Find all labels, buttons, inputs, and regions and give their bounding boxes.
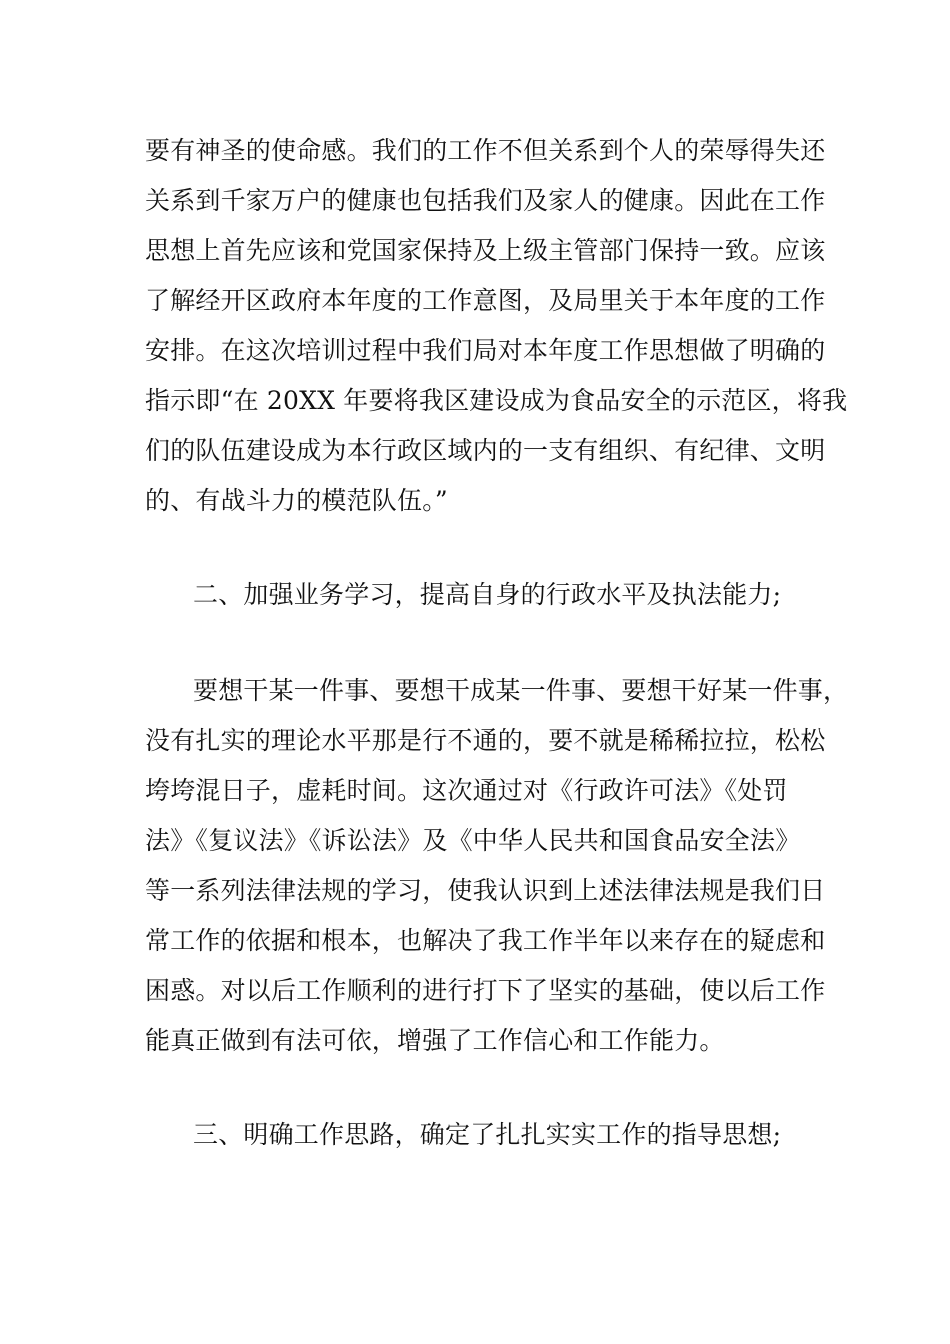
text-line: 安排。在这次培训过程中我们局对本年度工作思想做了明确的 <box>145 336 826 365</box>
paragraph-spacer <box>145 526 810 570</box>
document-body <box>145 126 849 1160</box>
paragraph-spacer <box>145 1066 810 1110</box>
text-line: 关系到千家万户的健康也包括我们及家人的健康。因此在工作 <box>145 186 826 215</box>
section-heading-2: 二、加强业务学习，提高自身的行政水平及执法能力; <box>193 580 782 609</box>
paragraph-spacer <box>145 620 810 666</box>
text-line: 要有神圣的使命感。我们的工作不但关系到个人的荣辱得失还 <box>145 136 826 165</box>
text-line: 了解经开区政府本年度的工作意图，及局里关于本年度的工作 <box>145 286 826 315</box>
text-line: 常工作的依据和根本，也解决了我工作半年以来存在的疑虑和 <box>145 926 826 955</box>
text-line: 的、有战斗力的模范队伍。” <box>145 486 448 515</box>
text-line: 垮垮混日子，虚耗时间。这次通过对《行政许可法》《处罚 <box>145 776 788 805</box>
paragraph-study <box>145 666 849 1066</box>
text-line: 法》《复议法》《诉讼法》及《中华人民共和国食品安全法》 <box>145 826 801 855</box>
paragraph-mission <box>145 126 848 526</box>
text-line: 困惑。对以后工作顺利的进行打下了坚实的基础，使以后工作 <box>145 976 826 1005</box>
text-line: 要想干某一件事、要想干成某一件事、要想干好某一件事， <box>193 676 849 705</box>
text-line: 能真正做到有法可依，增强了工作信心和工作能力。 <box>145 1026 725 1055</box>
section-heading-3: 三、明确工作思路，确定了扎扎实实工作的指导思想; <box>193 1120 782 1149</box>
text-line: 思想上首先应该和党国家保持及上级主管部门保持一致。应该 <box>145 236 826 265</box>
text-line: 们的队伍建设成为本行政区域内的一支有组织、有纪律、文明 <box>145 436 826 465</box>
text-line: 等一系列法律法规的学习，使我认识到上述法律法规是我们日 <box>145 876 826 905</box>
text-line: 指示即“在 20XX 年要将我区建设成为食品安全的示范区，将我 <box>145 386 848 415</box>
text-line: 没有扎实的理论水平那是行不通的，要不就是稀稀拉拉，松松 <box>145 726 826 755</box>
